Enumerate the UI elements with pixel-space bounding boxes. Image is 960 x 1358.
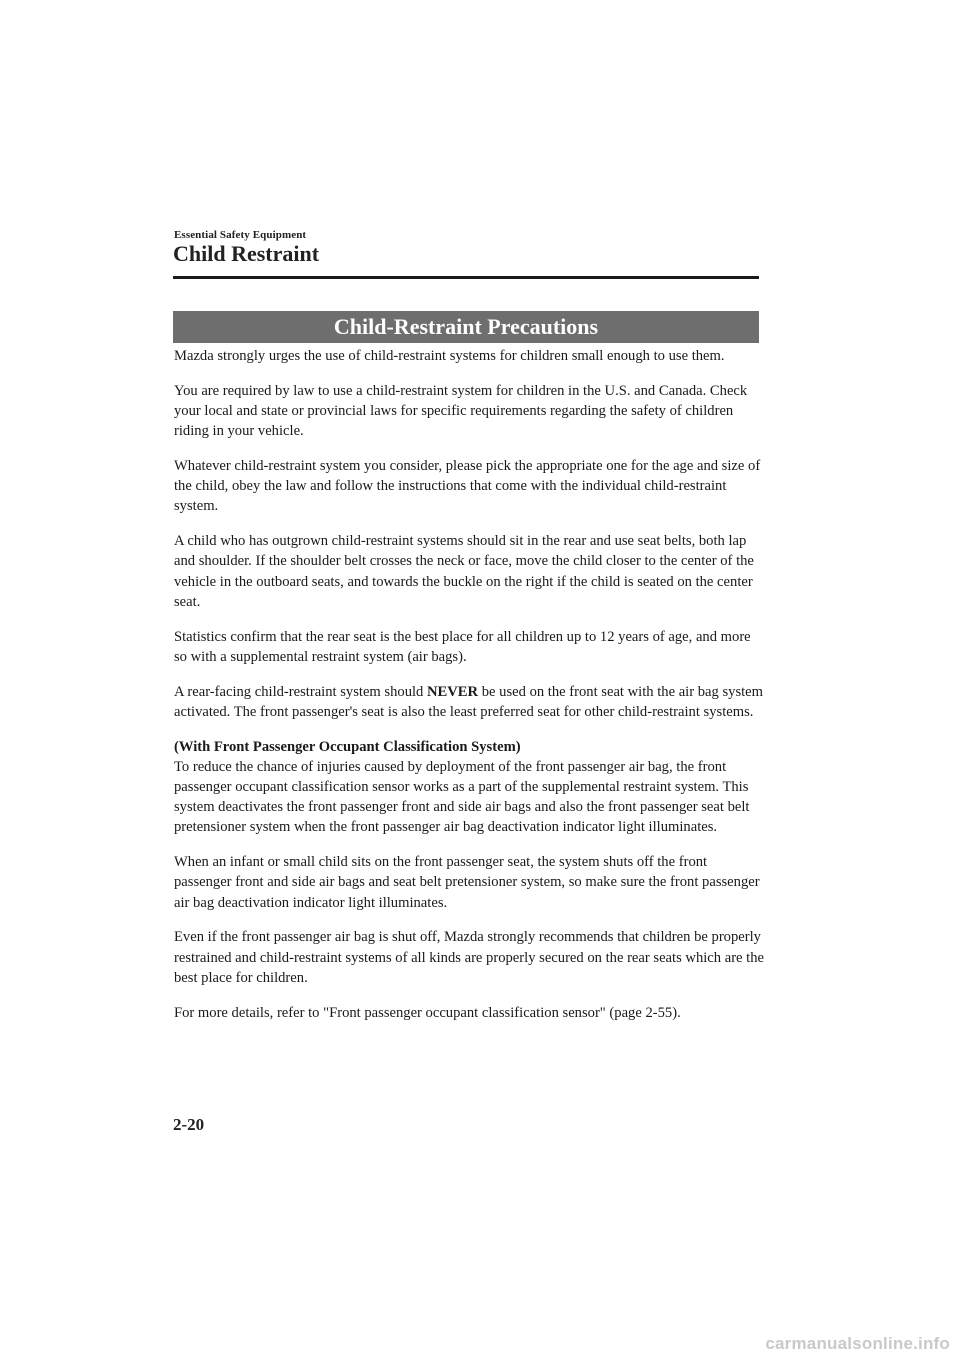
paragraph-occupant-classification: To reduce the chance of injuries caused by deployment of the front passenger air bag, the front passenger occupant classification sensor works as a part of the supplemental restraint system. This system deactivates the front passenger front and side air bags and also the front passenger seat belt pretensioner system when the front passenger air bag deactivation indicator light illuminates. [174, 758, 750, 836]
paragraph-intro: Mazda strongly urges the use of child-restraint systems for children small enough to use them. [174, 348, 725, 364]
page-number: 2-20 [173, 1115, 205, 1134]
paragraph-recommendation: Even if the front passenger air bag is shut off, Mazda strongly recommends that children be properly restrained and child-restraint systems of all kinds are properly secured on the rear seats which are the best place for children. [174, 929, 765, 986]
section-label: Essential Safety Equipment [174, 229, 307, 241]
title-divider [173, 276, 759, 279]
paragraph-outgrown: A child who has outgrown child-restraint systems should sit in the rear and use seat belts, both lap and shoulder. If the shoulder belt crosses the neck or face, move the child closer to the center of the vehicle in the outboard seats, and towards the buckle on the right if the child is seated on the center seat. [174, 533, 754, 610]
chapter-title: Child Restraint [173, 241, 320, 266]
paragraph-rear-facing [174, 682, 764, 722]
rear-facing-text-start: A rear-facing child-restraint system should [174, 683, 427, 700]
watermark: carmanualsonline.info [765, 1334, 950, 1353]
section-banner: Child-Restraint Precautions [173, 311, 759, 343]
paragraph-statistics: Statistics confirm that the rear seat is the best place for all children up to 12 years of age, and more so with a supplemental restraint system (air bags). [174, 628, 751, 665]
never-emphasis: NEVER [427, 683, 479, 700]
paragraph-infant: When an infant or small child sits on the front passenger seat, the system shuts off the front passenger front and side air bags and seat belt pretensioner system, so make sure the front passenger air bag deactivation indicator light illuminates. [174, 854, 760, 911]
paragraph-reference: For more details, refer to "Front passenger occupant classification sensor" (page 2-55). [174, 1004, 681, 1021]
paragraph-law: You are required by law to use a child-restraint system for children in the U.S. and Canada. Check your local and state or provincial laws for specific requirements regarding the safety of children riding in your vehicle. [174, 382, 748, 440]
occupant-classification-heading: (With Front Passenger Occupant Classification System) [174, 738, 521, 755]
paragraph-choose-system: Whatever child-restraint system you consider, please pick the appropriate one for the age and size of the child, obey the law and follow the instructions that come with the individual child-restraint system. [174, 458, 761, 515]
body-text [174, 346, 764, 1037]
rear-facing-text-end: be used on the front seat with the air bag system activated. The front passenger's seat is also the least preferred seat for other child-restraint systems. [174, 683, 764, 720]
